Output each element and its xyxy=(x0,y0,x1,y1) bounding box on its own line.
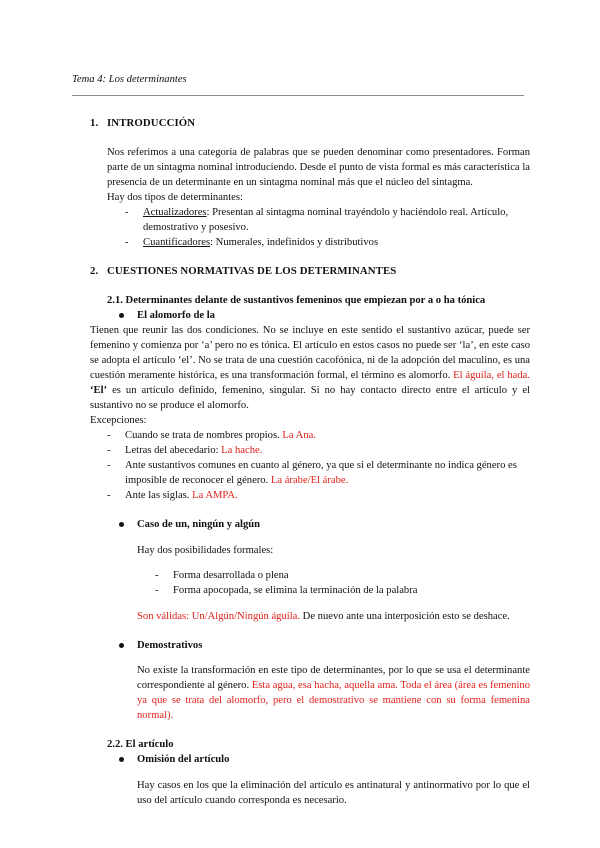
document-body xyxy=(90,116,530,819)
formal-options-list xyxy=(137,568,530,598)
list-dash: - xyxy=(125,237,129,248)
list-item xyxy=(125,235,530,250)
bullet-icon xyxy=(119,757,124,762)
list-item: - Letras del abecedario: La hache. xyxy=(107,445,263,456)
bullet-alomorfo: El alomorfo de la xyxy=(107,308,530,323)
section-1-heading xyxy=(90,116,530,131)
list-dash: - xyxy=(125,207,129,218)
section-1-number: 1. xyxy=(90,117,99,129)
page-header: Tema 4: Los determinantes xyxy=(72,74,187,85)
list-term: Cuantificadores xyxy=(143,237,211,248)
example-red: Son válidas: Un/Algún/Ningún águila. xyxy=(137,610,301,622)
bullet-icon xyxy=(119,643,124,648)
list-item: - Forma desarrollada o plena xyxy=(155,570,289,582)
section-1-title: INTRODUCCIÓN xyxy=(107,117,196,129)
list-item xyxy=(125,205,530,235)
bullet-demostrativos: Demostrativos xyxy=(107,638,530,653)
header-rule xyxy=(72,95,524,96)
example-red: La hache. xyxy=(221,445,263,456)
bold-term: ‘El’ xyxy=(90,385,108,396)
list-text: : Numerales, indefinidos y distributivos xyxy=(210,237,379,248)
section-2-number: 2. xyxy=(90,265,99,277)
list-item: - Forma apocopada, se elimina la terminación de la palabra xyxy=(155,585,418,597)
section-2-title: CUESTIONES NORMATIVAS DE LOS DETERMINANTES xyxy=(107,265,397,277)
demostrativos-paragraph: No existe la transformación en este tipo de determinantes, por lo que se usa el determinante correspondiente al género. Esta agua, esa hacha, aquella ama. Toda el área (área es femenino ya que se trata del alomorfo, pero el demostrativo se mantiene con su forma femenina normal). xyxy=(137,665,530,722)
bullet-icon xyxy=(119,313,124,318)
list-item: - Ante sustantivos comunes en cuanto al género, ya que si el determinante no indica género es imposible de reconocer el género. La árabe/El árabe. xyxy=(107,460,517,486)
subsection-2-1-heading: 2.1. Determinantes delante de sustantivos femeninos que empiezan por a o ha tónica xyxy=(107,295,486,306)
list-item: - Cuando se trata de nombres propios. La Ana. xyxy=(107,430,316,441)
exceptions-list xyxy=(107,428,530,503)
example-red: La Ana. xyxy=(282,430,316,441)
formal-options-line: Hay dos posibilidades formales: xyxy=(137,544,274,556)
example-red: La AMPA. xyxy=(192,490,238,501)
bullet-omision: Omisión del artículo xyxy=(107,752,530,767)
example-red: La árabe/El árabe. xyxy=(270,475,349,486)
section-2-heading xyxy=(90,264,530,279)
example-red: Esta agua, esa hacha, aquella ama. Toda el área (área es femenino ya que se trata del alomorfo, pero el demostrativo se mantiene con su forma femenina normal). xyxy=(137,680,530,722)
determinant-types-list xyxy=(125,205,530,250)
list-item: - Ante las siglas. La AMPA. xyxy=(107,490,238,501)
alomorfo-paragraph: Tienen que reunir las dos condiciones. No se incluye en este sentido el sustantivo azúcar, puede ser femenino y comienza por ‘a’ pero no es tónica. El artículo en estos casos no puede ser ‘la’, en este caso se adopta el artículo ‘el’. No se trata de una cuestión cacofónica, ni de la adopción del maculino, es una cuestión meramente histórica, es una transformación formal, el término es alomorfo. El águila, el hada. ‘El’ es un artículo definido, femenino, singular. Si no hay contacto directo entre el artículo y el sustantivo no se produce el alomorfo. xyxy=(90,325,531,411)
example-red: El águila, el hada. xyxy=(453,370,531,381)
omision-paragraph: Hay casos en los que la eliminación del artículo es antinatural y antinormativo por lo que el uso del artículo cuando corresponda es necesario. xyxy=(137,779,530,806)
exceptions-label: Excepciones: xyxy=(90,415,147,426)
bullet-un-ningun-algun: Caso de un, ningún y algún xyxy=(107,517,530,532)
intro-paragraph: Nos referimos a una categoría de palabras que se pueden denominar como presentadores. Forman parte de un sintagma nominal introduciendo. Desde el punto de vista formal es más característica la presencia de un determinante en un sintagma nominal más que el núcleo del sintagma. xyxy=(107,147,530,188)
list-term: Actualizadores xyxy=(143,207,207,218)
list-text: : Presentan al sintagma nominal trayéndolo y haciéndolo real. Artículo, demostrativo y posesivo. xyxy=(143,207,509,233)
bullet-icon xyxy=(119,522,124,527)
intro-types-line: Hay dos tipos de determinantes: xyxy=(107,192,243,203)
subsection-2-2-heading: 2.2. El artículo xyxy=(107,739,174,751)
valid-forms-paragraph: Son válidas: Un/Algún/Ningún águila. De nuevo ante una interposición esto se deshace. xyxy=(137,610,510,622)
